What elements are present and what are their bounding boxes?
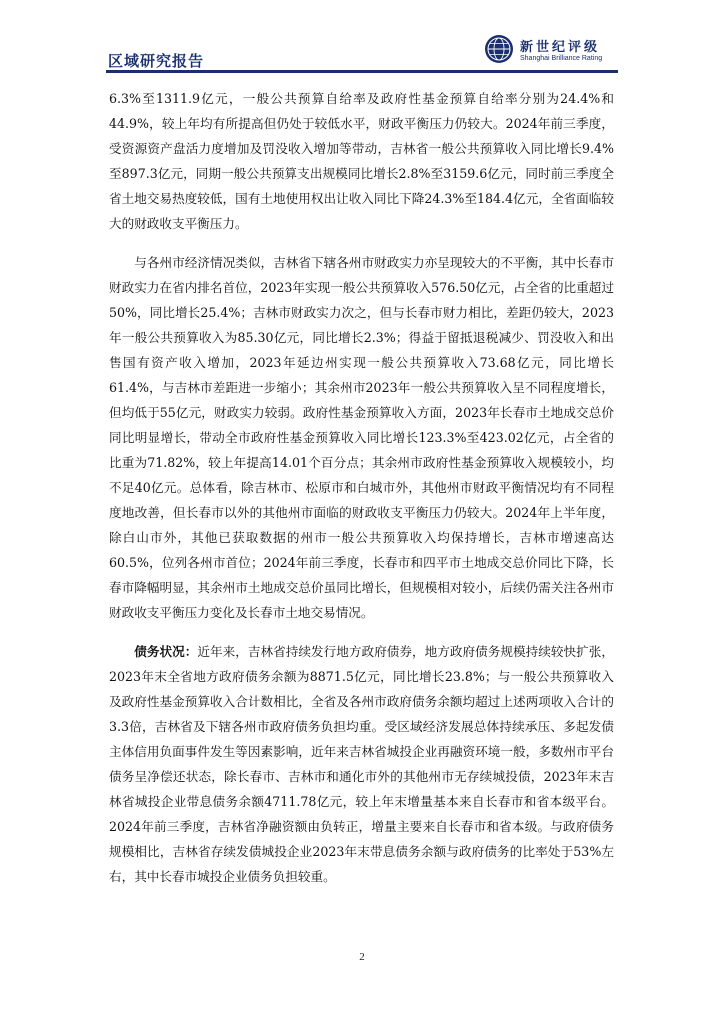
company-logo [484, 34, 624, 66]
paragraph-fiscal-balance: 6.3%至1311.9亿元，一般公共预算自给率及政府性基金预算自给率分别为24.4%和44.9%，较上年均有所提高但仍处于较低水平，财政平衡压力仍较大。2024年前三季度，受资源资产盘活力度增加及罚没收入增加等带动，吉林省一般公共预算收入同比增长9.4%至897.3亿元，同期一般公共预算支出规模同比增长2.8%至3159.6亿元，同时前三季度全省土地交易热度较低，国有土地使用权出让收入同比下降24.3%至184.4亿元，全省面临较大的财政收支平衡压力。 [109, 91, 614, 231]
paragraph-debt-status [109, 639, 614, 889]
logo-name-english: Shanghai Brilliance Rating [520, 55, 603, 62]
report-category-title: 区域研究报告 [108, 52, 205, 70]
page-header [0, 0, 724, 75]
logo-name-chinese: 新世纪评级 [520, 40, 601, 55]
debt-status-heading: 债务状况： [134, 644, 198, 659]
debt-status-text: 近年来，吉林省持续发行地方政府债券，地方政府债务规模持续较快扩张，2023年末全省地方政府债务余额为8871.5亿元，同比增长23.8%；与一般公共预算收入及政府性基金预算收入合计数相比，全省及各州市政府债务余额均超过上述两项收入合计的3.3倍，吉林省及下辖各州市政府债务负担均重。受区域经济发展总体持续承压、多起发债主体信用负面事件发生等因素影响，近年来吉林省城投企业再融资环境一般，多数州市平台债务呈净偿还状态，除长春市、吉林市和通化市外的其他州市无存续城投债，2023年末吉林省城投企业带息债务余额4711.78亿元，较上年末增量基本来自长春市和省本级平台。2024年前三季度，吉林省净融资额由负转正，增量主要来自长春市和省本级。与政府债务规模相比，吉林省存续发债城投企业2023年末带息债务余额与政府债务的比率处于53%左右，其中长春市城投企业债务负担较重。 [109, 644, 615, 884]
report-body [109, 86, 614, 889]
paragraph-city-finances: 与各州市经济情况类似，吉林省下辖各州市财政实力亦呈现较大的不平衡，其中长春市财政实力在省内排名首位，2023年实现一般公共预算收入576.50亿元，占全省的比重超过50%，同比增长25.4%；吉林市财政实力次之，但与长春市财力相比，差距仍较大，2023年一般公共预算收入为85.30亿元，同比增长2.3%；得益于留抵退税减少、罚没收入和出售国有资产收入增加，2023年延边州实现一般公共预算收入73.68亿元，同比增长61.4%，与吉林市差距进一步缩小；其余州市2023年一般公共预算收入呈不同程度增长，但均低于55亿元，财政实力较弱。政府性基金预算收入方面，2023年长春市土地成交总价同比明显增长，带动全市政府性基金预算收入同比增长123.3%至423.02亿元，占全省的比重为71.82%，较上年提高14.01个百分点；其余州市政府性基金预算收入规模较小，均不足40亿元。总体看，除吉林市、松原市和白城市外，其他州市财政平衡情况均有不同程度地改善，但长春市以外的其他州市面临的财政收支平衡压力仍较大。2024年上半年度，除白山市外，其他已获取数据的州市一般公共预算收入均保持增长，吉林市增速高达60.5%，位列各州市首位；2024年前三季度，长春市和四平市土地成交总价同比下降，长春市降幅明显，其余州市土地成交总价虽同比增长，但规模相对较小，后续仍需关注各州市财政收支平衡压力变化及长春市土地交易情况。 [109, 255, 614, 620]
globe-seal-icon [484, 34, 514, 64]
page-number: 2 [359, 951, 365, 963]
header-divider [106, 70, 618, 73]
